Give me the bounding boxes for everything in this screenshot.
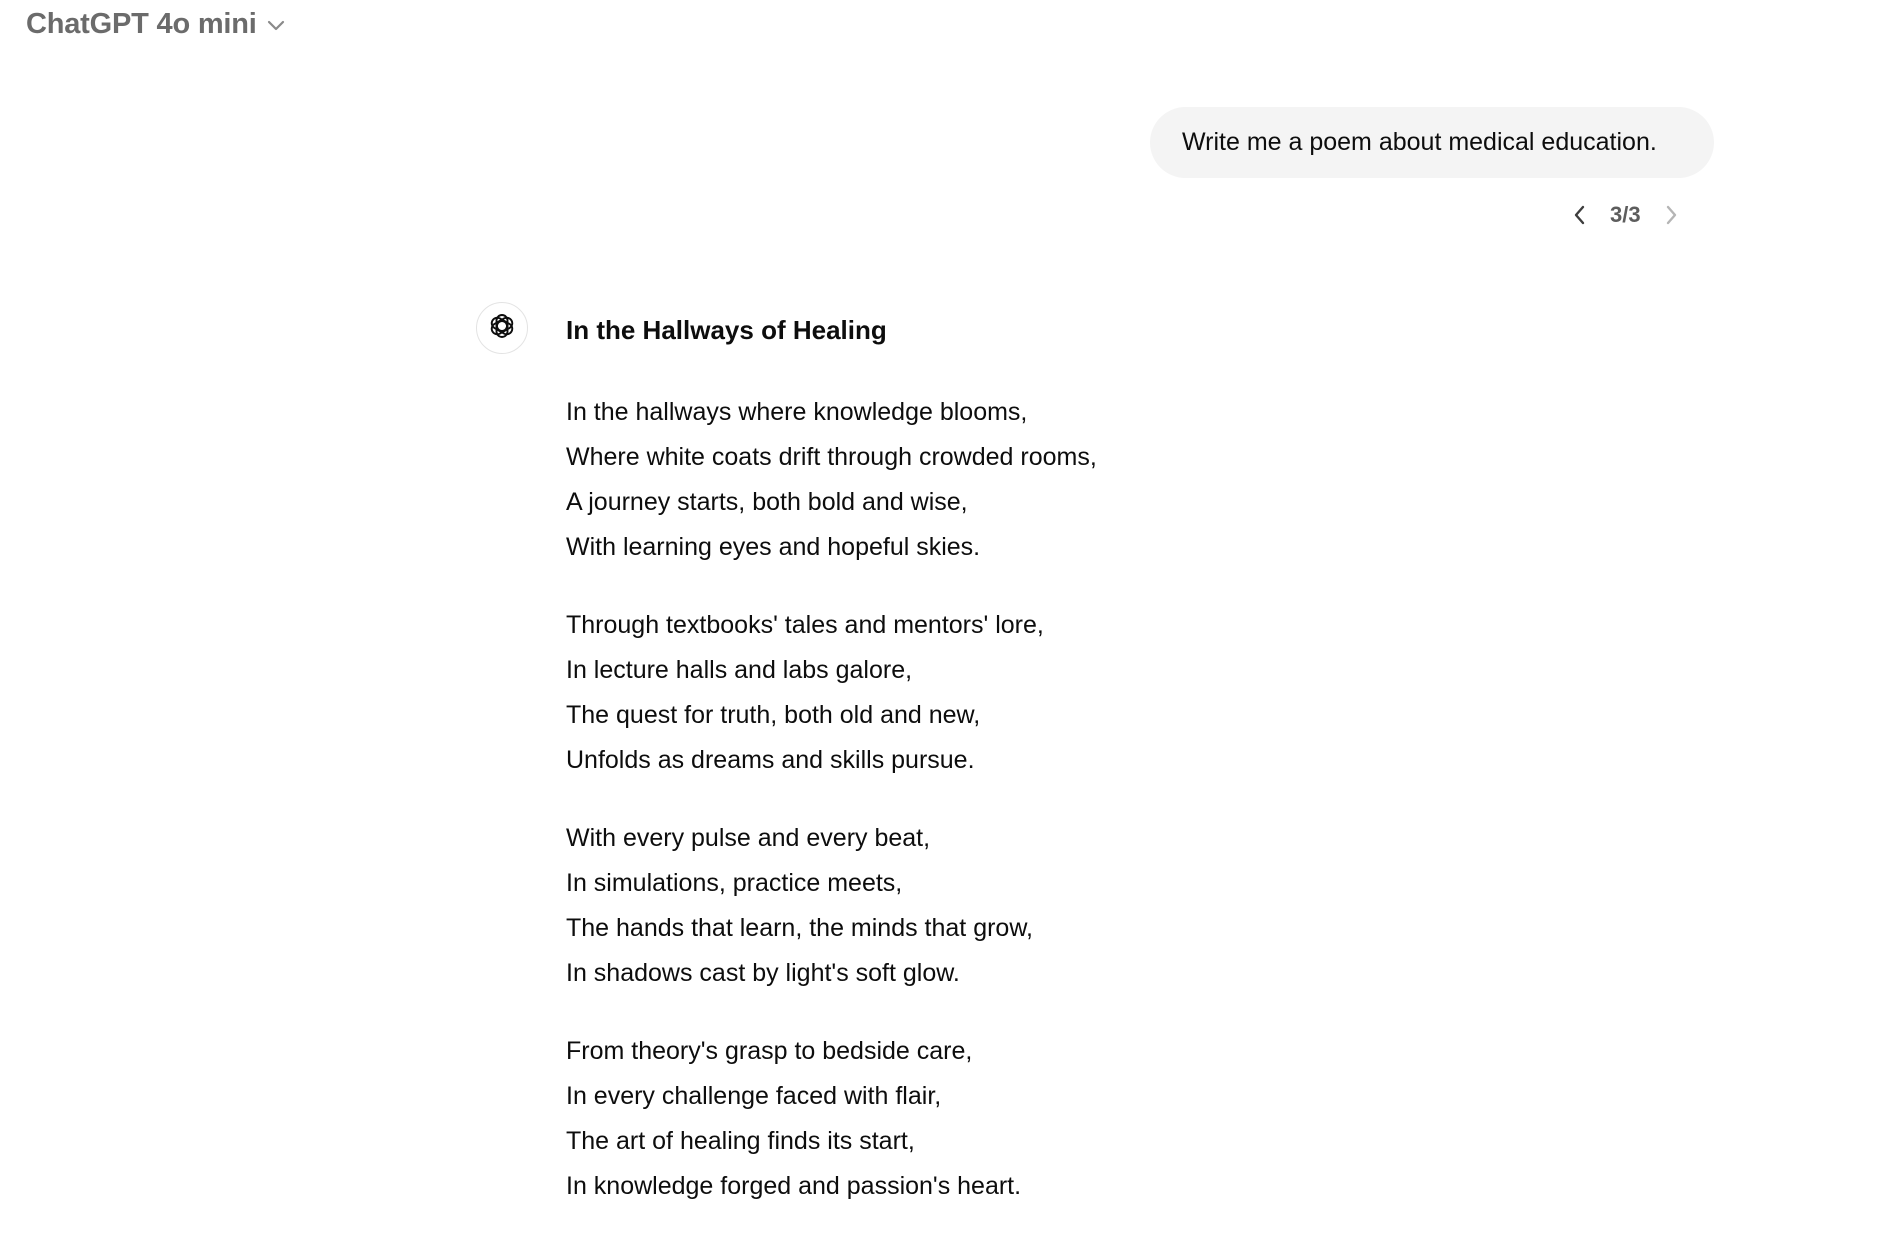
stanza [566,816,1366,996]
poem-line: In simulations, practice meets, [566,869,903,897]
poem-line: The quest for truth, both old and new, [566,701,981,729]
response-pager [1566,196,1685,234]
chevron-down-icon [267,20,285,32]
poem-line: Where white coats drift through crowded rooms, [566,443,1097,471]
poem-body [566,390,1366,1242]
poem-line: In knowledge forged and passion's heart. [566,1172,1022,1200]
model-switcher[interactable] [26,4,285,44]
chevron-left-icon [1573,204,1587,226]
chevron-right-icon [1664,204,1678,226]
poem-line: In every challenge faced with flair, [566,1082,942,1110]
poem-line: The hands that learn, the minds that grow, [566,914,1033,942]
response-counter: 3/3 [1610,202,1641,227]
stanza [566,1029,1366,1209]
poem-line: With every pulse and every beat, [566,824,931,852]
poem-line: In the hallways where knowledge blooms, [566,398,1028,426]
openai-logo-icon [487,311,517,346]
poem-line: From theory's grasp to bedside care, [566,1037,973,1065]
poem-line: In shadows cast by light's soft glow. [566,959,960,987]
stanza [566,390,1366,570]
previous-response-button[interactable] [1566,201,1594,229]
poem-line: In lecture halls and labs galore, [566,656,913,684]
user-message-bubble [1150,107,1714,178]
poem-line: The art of healing finds its start, [566,1127,915,1155]
poem-title: In the Hallways of Healing [566,315,887,345]
poem-line: With learning eyes and hopeful skies. [566,533,981,561]
user-message-text: Write me a poem about medical education. [1182,128,1657,156]
assistant-avatar [476,302,528,354]
poem-line: A journey starts, both bold and wise, [566,488,968,516]
model-name: ChatGPT 4o mini [26,7,257,40]
poem-line: Unfolds as dreams and skills pursue. [566,746,975,774]
stanza [566,603,1366,783]
poem-line: Through textbooks' tales and mentors' lore, [566,611,1044,639]
next-response-button[interactable] [1657,201,1685,229]
